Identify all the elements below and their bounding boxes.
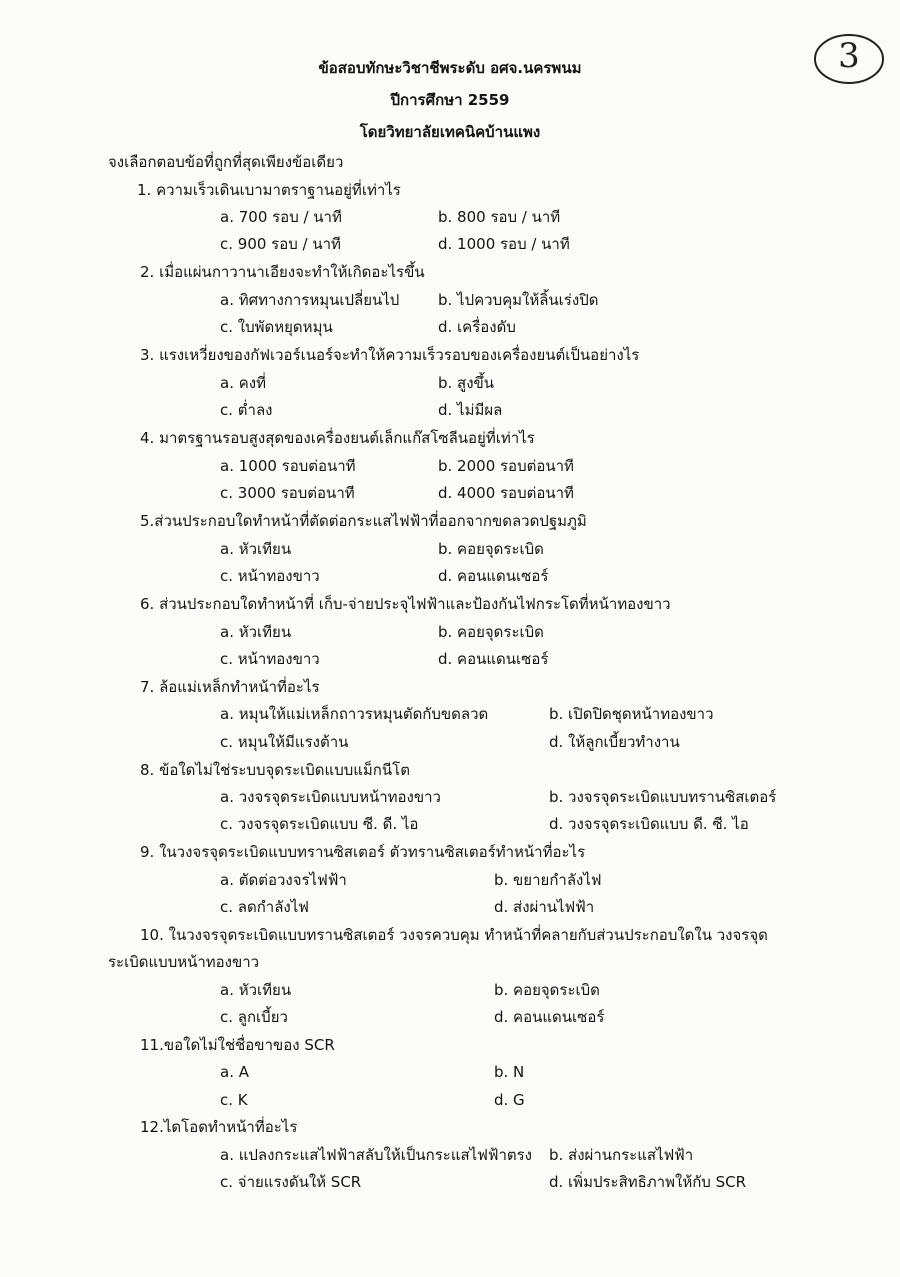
q7-option-a: a. หมุนให้แม่เหล็กถาวรหมุนตัดกับขดลวด [220,705,489,723]
q6-option-a: a. หัวเทียน [220,623,292,641]
q10-option-c: c. ลูกเบี้ยว [220,1008,288,1026]
q8-option-d: d. วงจรจุดระเบิดแบบ ดี. ซี. ไอ [549,815,749,833]
q10-option-a: a. หัวเทียน [220,981,292,999]
q1-option-a: a. 700 รอบ / นาที [220,208,342,226]
q11-option-c: c. K [220,1091,248,1109]
q10-option-d: d. คอนแดนเซอร์ [494,1008,605,1026]
q6-option-c: c. หน้าทองขาว [220,650,320,668]
q11-option-a: a. A [220,1063,249,1081]
q4-option-c: c. 3000 รอบต่อนาที [220,484,355,502]
question-4: 4. มาตรฐานรอบสูงสุดของเครื่องยนต์เล็กแก๊สโซลีนอยู่ที่เท่าไร [140,429,535,447]
q9-option-d: d. ส่งผ่านไฟฟ้า [494,898,595,916]
q2-option-b: b. ไปควบคุมให้ลิ้นเร่งปิด [438,291,599,309]
q6-option-b: b. คอยจุดระเบิด [438,623,544,641]
q11-option-d: d. G [494,1091,525,1109]
q2-option-d: d. เครื่องดับ [438,318,516,336]
q12-option-b: b. ส่งผ่านกระแสไฟฟ้า [549,1146,694,1164]
q7-option-b: b. เปิดปิดชุดหน้าทองขาว [549,705,714,723]
q7-option-d: d. ให้ลูกเบี้ยวทำงาน [549,733,680,751]
q1-option-d: d. 1000 รอบ / นาที [438,235,570,253]
q4-option-b: b. 2000 รอบต่อนาที [438,457,574,475]
q2-option-a: a. ทิศทางการหมุนเปลี่ยนไป [220,291,400,309]
q8-option-b: b. วงจรจุดระเบิดแบบทรานซิสเตอร์ [549,788,777,806]
q1-option-b: b. 800 รอบ / นาที [438,208,561,226]
question-9: 9. ในวงจรจุดระเบิดแบบทรานซิสเตอร์ ตัวทรานซิสเตอร์ทำหน้าที่อะไร [140,843,586,861]
q5-option-a: a. หัวเทียน [220,540,292,558]
header-college: โดยวิทยาลัยเทคนิคบ้านแพง [359,123,541,141]
header-title: ข้อสอบทักษะวิชาชีพระดับ อศจ.นครพนม [318,59,582,77]
q3-option-d: d. ไม่มีผล [438,401,503,419]
q9-option-c: c. ลดกำลังไฟ [220,898,309,916]
q5-option-c: c. หน้าทองขาว [220,567,320,585]
question-12: 12.ไดโอดทำหน้าที่อะไร [140,1118,298,1136]
q3-option-a: a. คงที่ [220,374,266,392]
q9-option-a: a. ตัดต่อวงจรไฟฟ้า [220,871,347,889]
q12-option-d: d. เพิ่มประสิทธิภาพให้กับ SCR [549,1173,746,1191]
question-1: 1. ความเร็วเดินเบามาตราฐานอยู่ที่เท่าไร [137,181,401,199]
page-number: 3 [838,36,860,76]
q7-option-c: c. หมุนให้มีแรงต้าน [220,733,349,751]
q3-option-b: b. สูงขึ้น [438,374,495,392]
q3-option-c: c. ต่ำลง [220,401,273,419]
q5-option-b: b. คอยจุดระเบิด [438,540,544,558]
question-6: 6. ส่วนประกอบใดทำหน้าที่ เก็บ-จ่ายประจุไฟฟ้าและป้องกันไฟกระโดที่หน้าทองขาว [140,595,671,613]
question-10-continued: ระเบิดแบบหน้าทองขาว [108,953,260,971]
q12-option-a: a. แปลงกระแสไฟฟ้าสลับให้เป็นกระแสไฟฟ้าตรง [220,1146,532,1164]
question-11: 11.ขอใดไม่ใช่ชื่อขาของ SCR [140,1036,335,1054]
instruction: จงเลือกตอบข้อที่ถูกที่สุดเพียงข้อเดียว [108,153,344,171]
q6-option-d: d. คอนแดนเซอร์ [438,650,549,668]
q2-option-c: c. ใบพัดหยุดหมุน [220,318,333,336]
question-8: 8. ข้อใดไม่ใช่ระบบจุดระเบิดแบบแม็กนีโต [140,761,410,779]
question-5: 5.ส่วนประกอบใดทำหน้าที่ตัดต่อกระแสไฟฟ้าที่ออกจากขดลวดปฐมภูมิ [140,512,587,530]
question-7: 7. ล้อแม่เหล็กทำหน้าที่อะไร [140,678,320,696]
question-3: 3. แรงเหวี่ยงของกัฟเวอร์เนอร์จะทำให้ความเร็วรอบของเครื่องยนต์เป็นอย่างไร [140,346,640,364]
q12-option-c: c. จ่ายแรงดันให้ SCR [220,1173,362,1191]
q1-option-c: c. 900 รอบ / นาที [220,235,341,253]
q5-option-d: d. คอนแดนเซอร์ [438,567,549,585]
q4-option-a: a. 1000 รอบต่อนาที [220,457,356,475]
q8-option-a: a. วงจรจุดระเบิดแบบหน้าทองขาว [220,788,441,806]
q4-option-d: d. 4000 รอบต่อนาที [438,484,574,502]
q10-option-b: b. คอยจุดระเบิด [494,981,600,999]
q11-option-b: b. N [494,1063,525,1081]
question-2: 2. เมื่อแผ่นกาวานาเอียงจะทำให้เกิดอะไรขึ้น [140,263,425,281]
q8-option-c: c. วงจรจุดระเบิดแบบ ซี. ดี. ไอ [220,815,419,833]
header-year: ปีการศึกษา 2559 [390,91,510,109]
q9-option-b: b. ขยายกำลังไฟ [494,871,602,889]
question-10: 10. ในวงจรจุดระเบิดแบบทรานซิสเตอร์ วงจรควบคุม ทำหน้าที่คลายกับส่วนประกอบใดใน วงจรจุด [140,926,768,944]
